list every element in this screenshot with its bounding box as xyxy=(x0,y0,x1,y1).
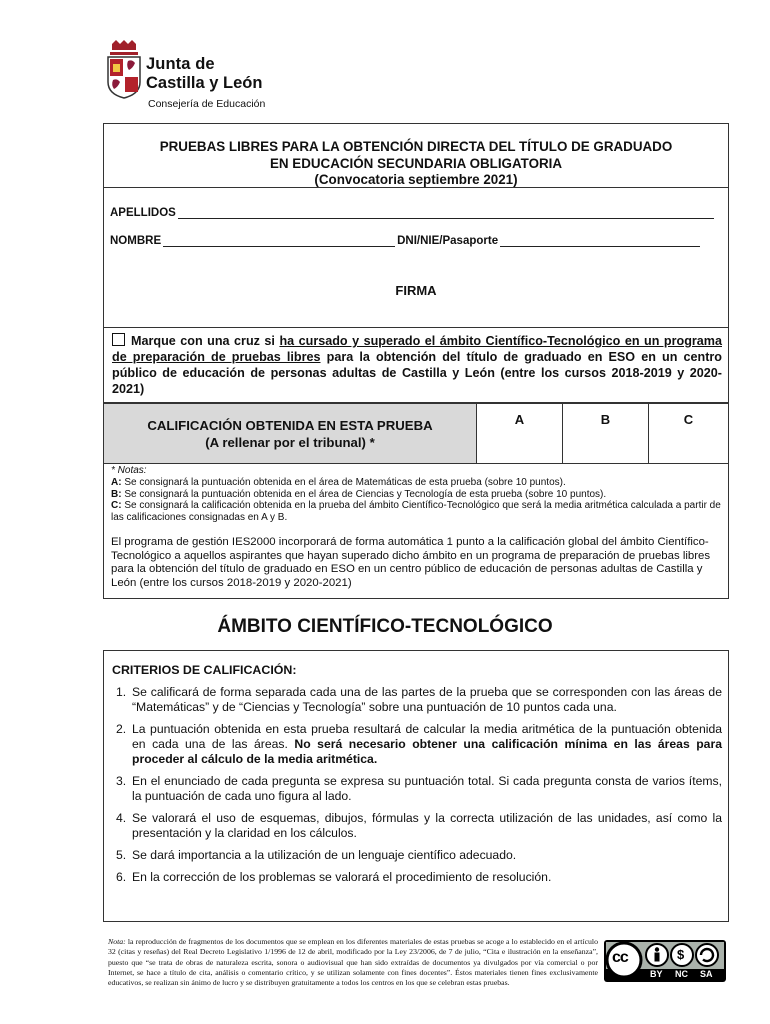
coat-of-arms-icon xyxy=(104,40,144,100)
nc-label: NC xyxy=(675,969,688,979)
nota-c: C: Se consignará la calificación obtenida en la prueba del ámbito Científico-Tecnológico que será la media aritmética calculada a partir de las calificaciones consignadas en A y B. xyxy=(111,500,721,524)
apellidos-field[interactable] xyxy=(178,207,714,219)
ambito-title: ÁMBITO CIENTÍFICO-TECNOLÓGICO xyxy=(217,616,553,637)
logo-line3: Consejería de Educación xyxy=(148,98,266,110)
nc-symbol-icon: $ xyxy=(677,947,685,962)
notas-box xyxy=(103,464,729,599)
checkbox[interactable] xyxy=(112,333,125,346)
legal-note-text: la reproducción de fragmentos de los documentos que se emplean en los diferentes materiales de estas pruebas se acoge a lo establecido en el artículo 32 (citas y reseñas) del Real Decreto Legislativo 1/1996 de 12 de abril, modificado por la Ley 23/2006, de 7 de julio, “Cita e ilustración en la enseñanza”, puesto que “se trata de obras de naturaleza escrita, sonora o audiovisual que han sido extraídas de documentos ya divulgados por vía comercial o por Internet, se hace a título de cita, análisis o comentario crítico, y se utilizan solamente con fines docentes”. Éstos materiales tienen fines exclusivamente educativos, se realizan sin ánimo de lucro y se distribuyen gratuitamente a todos los centros en los que se celebran estas pruebas. xyxy=(108,937,598,988)
criterios-box xyxy=(103,650,729,922)
calificacion-label-line1: CALIFICACIÓN OBTENIDA EN ESTA PRUEBA xyxy=(147,418,433,433)
calificacion-label xyxy=(104,404,477,463)
criterios-list xyxy=(112,685,722,885)
junta-logo xyxy=(104,38,284,112)
header-line3: (Convocatoria septiembre 2021) xyxy=(314,172,518,187)
nota-programa: El programa de gestión IES2000 incorporará de forma automática 1 punto a la calificación global del ámbito Científico-Tecnológico a aquellos aspirantes que hayan superado dicho ámbito en un programa de preparación de pruebas libres para la obtención del título de graduado en ESO en un centro público de educación de personas adultas de Castilla y León (entre los cursos 2018-2019 y 2020-2021) xyxy=(111,535,711,589)
criterios-heading: CRITERIOS DE CALIFICACIÓN: xyxy=(112,663,297,677)
col-b-header: B xyxy=(600,412,611,427)
calificacion-table xyxy=(103,403,729,464)
apellidos-row xyxy=(110,207,714,219)
logo-line1: Junta de xyxy=(146,55,215,73)
nota-b: B: Se consignará la puntuación obtenida en el área de Ciencias y Tecnología de esta prueba (sobre 10 puntos). xyxy=(111,488,607,500)
dni-field[interactable] xyxy=(500,235,700,247)
score-cell-c[interactable] xyxy=(649,404,728,463)
legal-note-label: Nota: xyxy=(108,937,126,946)
header-line1: PRUEBAS LIBRES PARA LA OBTENCIÓN DIRECTA DEL TÍTULO DE GRADUADO xyxy=(159,139,673,154)
by-label: BY xyxy=(650,969,663,979)
cc-license-badge xyxy=(604,940,726,982)
col-a-header: A xyxy=(514,412,525,427)
score-cell-b[interactable] xyxy=(563,404,649,463)
nombre-row xyxy=(110,235,700,247)
sa-icon xyxy=(696,944,718,966)
check-text-post: para la obtención del título de graduado en ESO en un centro público de educación de personas adultas de Castilla y León (entre los cursos 2018-2019 y 2020-2021) xyxy=(112,350,722,396)
personal-data-box xyxy=(103,187,729,328)
firma-label: FIRMA xyxy=(395,283,437,298)
legal-note xyxy=(108,937,598,988)
logo-line2: Castilla y León xyxy=(146,74,263,92)
dni-label: DNI/NIE/Pasaporte xyxy=(397,235,499,247)
notas-title: * Notas: xyxy=(111,465,147,476)
sa-label: SA xyxy=(700,969,713,979)
list-item: 3. En el enunciado de cada pregunta se expresa su puntuación total. Si cada pregunta consta de varios ítems, la puntuación de cada uno figura al lado. xyxy=(116,774,722,803)
check-text-pre: Marque con una cruz si xyxy=(131,334,280,348)
exam-header xyxy=(103,123,729,187)
cc-label: cc xyxy=(612,949,628,966)
score-cell-a[interactable] xyxy=(477,404,563,463)
col-c-header: C xyxy=(683,412,694,427)
list-item: 6. En la corrección de los problemas se valorará el procedimiento de resolución. xyxy=(116,870,552,884)
header-line2: EN EDUCACIÓN SECUNDARIA OBLIGATORIA xyxy=(269,155,563,171)
check-statement xyxy=(103,328,729,403)
list-item: 4. Se valorará el uso de esquemas, dibujos, fórmulas y la correcta utilización de las unidades, así como la presentación y la claridad en los cálculos. xyxy=(116,811,722,840)
check-text-underlined: ha cursado y superado el ámbito Científico-Tecnológico en un programa de preparación de pruebas libres xyxy=(112,334,722,364)
nombre-label: NOMBRE xyxy=(110,235,162,247)
calificacion-label-line2: (A rellenar por el tribunal) * xyxy=(205,434,375,450)
list-item: 2. La puntuación obtenida en esta prueba resultará de calcular la media aritmética de la puntuación obtenida en cada una de las áreas. No será necesario obtener una calificación mínima en las áreas para proceder al cálculo de la media aritmética. xyxy=(116,722,722,766)
nombre-field[interactable] xyxy=(163,235,395,247)
list-item: 5. Se dará importancia a la utilización de un lenguaje científico adecuado. xyxy=(116,848,517,862)
nota-a: A: Se consignará la puntuación obtenida en el área de Matemáticas de esta prueba (sobre 10 puntos). xyxy=(111,476,566,488)
list-item: 1. Se calificará de forma separada cada una de las partes de la prueba que se corresponden con las áreas de “Matemáticas” y de “Ciencias y Tecnología” sobre una puntuación de 10 puntos cada una. xyxy=(116,685,722,714)
apellidos-label: APELLIDOS xyxy=(110,207,176,219)
